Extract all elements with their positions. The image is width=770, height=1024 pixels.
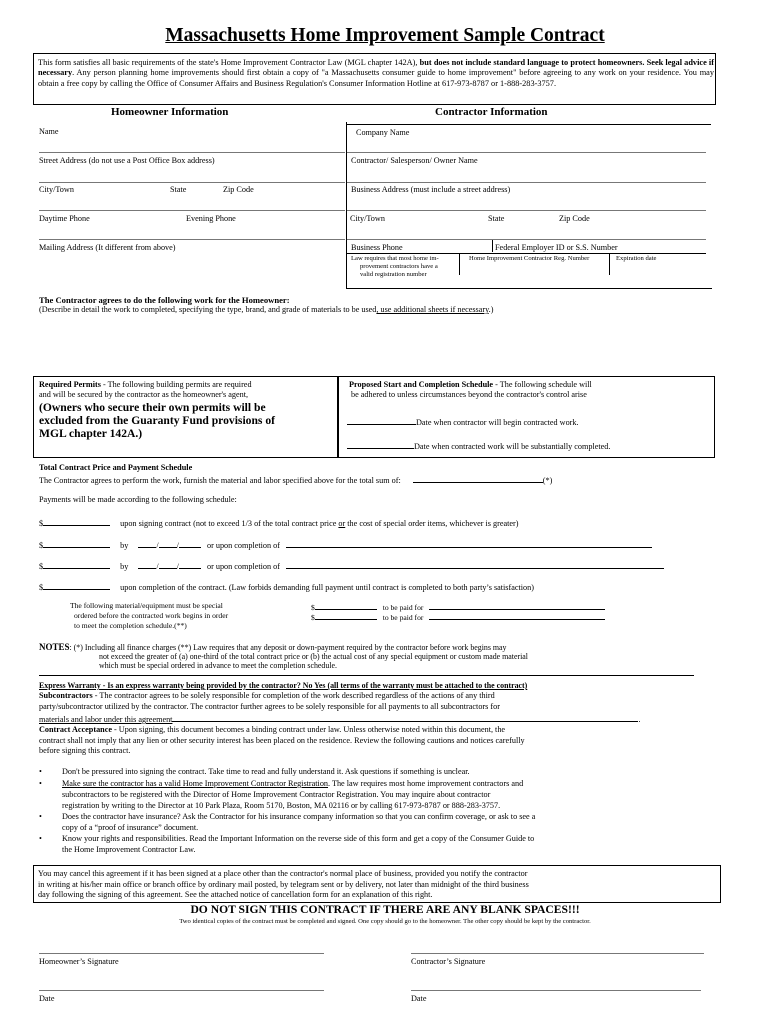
permits-bold-2: excluded from the Guaranty Fund provisions of	[39, 414, 275, 427]
contractor-signature-label: Contractor’s Signature	[411, 957, 486, 966]
contractor-city-label: City/Town	[350, 214, 385, 223]
payment-2-date-y[interactable]	[179, 539, 201, 548]
payment-row-1: $ upon signing contract (not to exceed 1/3 of the total contract price or the cost of special order items, whichever is greater)	[39, 519, 519, 528]
homeowner-heading: Homeowner Information	[111, 106, 229, 118]
price-star: (*)	[542, 476, 553, 485]
subcontractors-blank[interactable]	[172, 713, 638, 722]
notes-label: NOTES	[39, 642, 70, 652]
contractor-bottom-line	[347, 288, 712, 289]
homeowner-name-label: Name	[39, 127, 59, 136]
bullet-4-line2: the Home Improvement Contractor Law.	[62, 845, 196, 854]
payment-1-amount[interactable]	[43, 517, 110, 526]
payment-3-amount[interactable]	[43, 560, 110, 569]
contractor-top-line	[346, 124, 711, 125]
law-note-2: provement contractors have a	[360, 263, 438, 270]
expiration-label: Expiration date	[616, 255, 657, 262]
contractor-phone-line	[347, 253, 706, 254]
homeowner-date-label: Date	[39, 994, 55, 1003]
permits-label: Required Permits	[39, 380, 101, 389]
homeowner-phone-line[interactable]	[39, 239, 345, 240]
work-desc-end: .)	[488, 305, 494, 314]
bullet-2-rest: . The law requires most home improvement contractors and	[328, 779, 524, 788]
subcontractors-line3: materials and labor under this agreement .	[39, 715, 641, 724]
contractor-company-label: Company Name	[356, 128, 410, 137]
homeowner-state-label: State	[170, 185, 187, 194]
acceptance-line2: contract shall not imply that any lien or other security interest has been placed on the residence. Review the following cautions and notices carefully	[39, 736, 525, 745]
homeowner-street-label: Street Address (do not use a Post Office Box address)	[39, 156, 215, 165]
notes-text1: : (*) Including all finance charges (**) Law requires that any deposit or down-payment required by the contractor before work begins may	[69, 643, 507, 652]
contractor-address-line[interactable]	[347, 210, 706, 211]
permits-bold-3: MGL chapter 142A.)	[39, 427, 143, 440]
notes-line2: not exceed the greater of (a) one-third of the total contract price or (b) the actual cost of any special equipment or custom made material	[99, 652, 528, 661]
special-1-item[interactable]	[429, 601, 605, 610]
homeowner-signature-line[interactable]	[39, 953, 324, 954]
acceptance-text1: - Upon signing, this document becomes a binding contract under law. Unless otherwise noted within this document, the	[111, 725, 506, 734]
bullet-2-line3: registration by writing to the Director at 10 Park Plaza, Room 5170, Boston, MA 02116 or by calling 617-973-8787 or 888-283-3757.	[62, 801, 501, 810]
contractor-owner-label: Contractor/ Salesperson/ Owner Name	[351, 156, 478, 165]
contractor-signature-line[interactable]	[411, 953, 704, 954]
material-1: The following material/equipment must be special	[70, 601, 223, 610]
intro-bold: but does not include standard language to protect homeowners. Seek legal advice if necessary	[38, 58, 714, 78]
payment-3-date-y[interactable]	[179, 560, 201, 569]
bullet-3-line2: copy of a “proof of insurance” document.	[62, 823, 199, 832]
intro-part2: . Any person planning home improvements should first obtain a copy of "a Massachusetts consumer guide to home improvement" before agreeing to any work on your residence. You may obtain a free copy by calling the Office of Consumer Affairs and Business Regulation's Consumer Information Hotline at 617-973-8787 or 1-888-283-3757.	[38, 68, 714, 88]
special-2-item[interactable]	[429, 611, 605, 620]
acceptance-line3: before signing this contract.	[39, 746, 131, 755]
subcontractors-text3: materials and labor under this agreement	[39, 715, 173, 724]
notes-line3: which must be special ordered in advance to meet the completion schedule.	[99, 661, 337, 670]
bullet-4-line1: Know your rights and responsibilities. Read the Important Information on the reverse side of this form and get a copy of the Consumer Guide to	[62, 834, 535, 843]
price-line2: Payments will be made according to the following schedule:	[39, 495, 237, 504]
homeowner-dayphone-label: Daytime Phone	[39, 214, 90, 223]
reg-number-label: Home Improvement Contractor Reg. Number	[469, 255, 590, 262]
payment-2-date-d[interactable]	[159, 539, 177, 548]
blank-spaces-warning: DO NOT SIGN THIS CONTRACT IF THERE ARE ANY BLANK SPACES!!!	[190, 903, 580, 916]
contractor-date-line[interactable]	[411, 990, 701, 991]
price-line1	[39, 474, 552, 486]
homeowner-name-line[interactable]	[39, 152, 345, 153]
payment-2-milestone[interactable]	[286, 539, 652, 548]
payment-3-date-m[interactable]	[138, 560, 156, 569]
payment-2-amount[interactable]	[43, 539, 110, 548]
bullet-2-underlined: Make sure the contractor has a valid Home Improvement Contractor Registration	[62, 779, 329, 788]
bullet-icon: •	[39, 834, 42, 843]
permits-text1: - The following building permits are required	[100, 380, 252, 389]
homeowner-street-line[interactable]	[39, 182, 345, 183]
fein-divider	[492, 240, 493, 252]
copies-note: Two identical copies of the contract must be completed and signed. One copy should go to the homeowner. The other copy should be kept by the contractor.	[179, 918, 591, 925]
payment-4-amount[interactable]	[43, 581, 110, 590]
subcontractors-line2: party/subcontractor utilized by the contractor. The contractor further agrees to be solely responsible for all payments to all subcontractors for	[39, 702, 500, 711]
reg-divider	[459, 253, 460, 275]
schedule-end-text: Date when contracted work will be substantially completed.	[414, 442, 611, 451]
work-desc-underlined: , use additional sheets if necessary	[376, 305, 489, 314]
bullet-2-line1	[62, 779, 523, 789]
contractor-address-label: Business Address (must include a street address)	[351, 185, 511, 194]
special-1-paid-for: to be paid for	[382, 603, 424, 612]
contractor-zip-label: Zip Code	[559, 214, 590, 223]
acceptance-line1	[39, 725, 505, 735]
special-1-amount[interactable]	[315, 601, 377, 610]
contractor-phone-label: Business Phone	[351, 243, 403, 252]
schedule-end	[347, 440, 610, 452]
subcontractors-label: Subcontractors	[39, 691, 93, 700]
payment-3-by: by	[120, 562, 129, 571]
payment-row-4: $ upon completion of the contract. (Law forbids demanding full payment until contract is completed to both party’s satisfaction)	[39, 583, 534, 592]
subcontractors-line1	[39, 691, 495, 701]
schedule-text1: - The following schedule will	[493, 380, 592, 389]
payment-row-2: $ by / / or upon completion of	[39, 539, 652, 551]
subcontractors-text1: - The contractor agrees to be solely responsible for completion of the work described regardless of the actions of any third	[92, 691, 495, 700]
contractor-company-line[interactable]	[347, 152, 706, 153]
total-sum-blank[interactable]	[413, 474, 543, 483]
schedule-line2: be adhered to unless circumstances beyond the contractor's control arise	[351, 390, 587, 399]
homeowner-date-line[interactable]	[39, 990, 324, 991]
end-date-blank[interactable]	[347, 440, 414, 449]
exp-divider	[609, 253, 610, 275]
material-3: to meet the completion schedule.(**)	[74, 621, 187, 630]
bullet-icon: •	[39, 767, 42, 776]
contractor-state-label: State	[488, 214, 505, 223]
bullet-icon: •	[39, 812, 42, 821]
homeowner-city-label: City/Town	[39, 185, 74, 194]
contractor-owner-line[interactable]	[347, 182, 706, 183]
bullet-1-line1: Don't be pressured into signing the contract. Take time to read and fully understand it. Ask questions if something is unclear.	[62, 767, 470, 776]
payment-row-3: $ by / / or upon completion of	[39, 560, 664, 572]
payment-3-milestone[interactable]	[286, 560, 664, 569]
homeowner-zip-label: Zip Code	[223, 185, 254, 194]
cancel-line3: day following the signing of this agreement. See the attached notice of cancellation form for an explanation of this right.	[38, 890, 433, 899]
homeowner-city-line[interactable]	[39, 210, 345, 211]
acceptance-label: Contract Acceptance	[39, 725, 112, 734]
payment-3-or-upon: or upon completion of	[206, 562, 280, 571]
contractor-column-divider	[346, 122, 347, 289]
bullet-3-line1: Does the contractor have insurance? Ask the Contractor for his insurance company information so that you can confirm coverage, or ask to see a	[62, 812, 536, 821]
special-2-paid-for: to be paid for	[382, 613, 424, 622]
intro-text	[38, 58, 714, 89]
price-line1-text: The Contractor agrees to perform the work, furnish the material and labor specified above for the total sum of:	[39, 476, 401, 485]
payment-2-date-m[interactable]	[138, 539, 156, 548]
contractor-fein-label: Federal Employer ID or S.S. Number	[495, 243, 618, 252]
special-order-2: $ to be paid for	[311, 611, 605, 623]
warranty-text: Express Warranty - Is an express warranty being provided by the contractor? No Yes (all terms of the warranty must be attached to the contract)	[39, 681, 528, 690]
schedule-start	[347, 416, 579, 428]
bullet-icon: •	[39, 779, 42, 788]
permits-bold-1: (Owners who secure their own permits will be	[39, 401, 266, 414]
payment-2-by: by	[120, 541, 129, 550]
law-note-3: valid registration number	[360, 271, 427, 278]
homeowner-mailing-label: Mailing Address (It different from above)	[39, 243, 176, 252]
page-title: Massachusetts Home Improvement Sample Contract	[165, 25, 605, 46]
special-order-1: $ to be paid for	[311, 601, 605, 613]
payment-1-or: or	[338, 519, 346, 528]
work-description	[39, 305, 493, 315]
cancel-line2: in writing at his/her main office or branch office by ordinary mail posted, by telegram sent or by delivery, not later than midnight of the third business	[38, 880, 529, 889]
contractor-heading: Contractor Information	[435, 106, 548, 118]
bullet-2-line2: subcontractors to be registered with the Director of Home Improvement Contractor Registration. You may inquire about contractor	[62, 790, 491, 799]
homeowner-evephone-label: Evening Phone	[186, 214, 236, 223]
start-date-blank[interactable]	[347, 416, 416, 425]
schedule-label: Proposed Start and Completion Schedule	[349, 380, 494, 389]
work-heading: The Contractor agrees to do the following work for the Homeowner:	[39, 295, 290, 305]
law-note-1: Law requires that most home im-	[351, 255, 439, 262]
permits-line1	[39, 380, 252, 390]
contractor-date-label: Date	[411, 994, 427, 1003]
price-heading: Total Contract Price and Payment Schedule	[39, 463, 193, 472]
work-description-area[interactable]	[39, 318, 711, 373]
intro-part1: This form satisfies all basic requirements of the state's Home Improvement Contractor Law (MGL chapter 142A),	[38, 58, 420, 67]
schedule-start-text: Date when contractor will begin contracted work.	[416, 418, 579, 427]
payment-1-text: upon signing contract (not to exceed 1/3 of the total contract price	[120, 519, 339, 528]
notes-divider	[39, 675, 694, 676]
cancel-line1: You may cancel this agreement if it has been signed at a place other than the contractor's normal place of business, provided you notify the contractor	[38, 869, 528, 878]
special-2-amount[interactable]	[315, 611, 377, 620]
material-2: ordered before the contracted work begins in order	[74, 611, 229, 620]
homeowner-signature-label: Homeowner’s Signature	[39, 957, 119, 966]
permits-line2: and will be secured by the contractor as the homeowner's agent,	[39, 390, 249, 399]
work-desc-text: (Describe in detail the work to completed, specifying the type, brand, and grade of materials to be used	[39, 305, 377, 314]
payment-4-text: upon completion of the contract. (Law forbids demanding full payment until contract is completed to both party’s satisfaction)	[120, 583, 534, 592]
payment-1-text-b: the cost of special order items, whichever is greater)	[345, 519, 519, 528]
payment-2-or-upon: or upon completion of	[206, 541, 280, 550]
payment-3-date-d[interactable]	[159, 560, 177, 569]
contractor-city-line[interactable]	[347, 239, 706, 240]
schedule-line1	[349, 380, 592, 390]
